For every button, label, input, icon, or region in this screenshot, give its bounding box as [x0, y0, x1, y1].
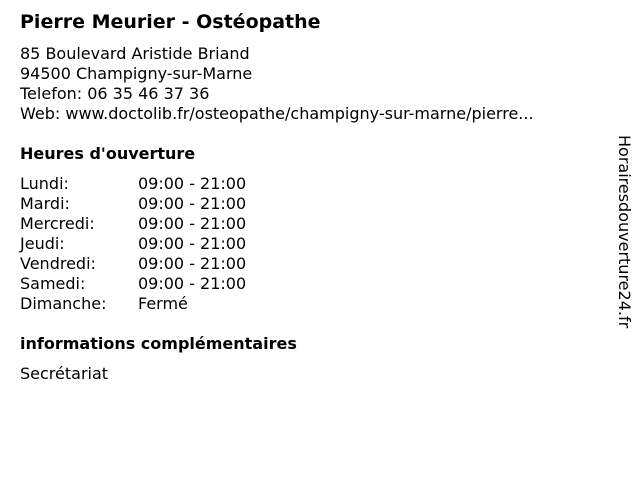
day-label: Mardi:: [20, 194, 70, 213]
hours-heading: Heures d'ouverture: [20, 144, 196, 163]
address-street: 85 Boulevard Aristide Briand: [20, 44, 250, 63]
day-label: Lundi:: [20, 174, 69, 193]
extra-info-text: Secrétariat: [20, 364, 109, 383]
day-hours: 09:00 - 21:00: [138, 194, 247, 213]
day-hours: 09:00 - 21:00: [138, 254, 247, 273]
hours-row: [20, 174, 246, 194]
hours-row: [20, 214, 246, 234]
hours-row: [20, 254, 246, 274]
day-label: Mercredi:: [20, 214, 95, 233]
day-hours: 09:00 - 21:00: [138, 174, 247, 193]
hours-row: [20, 194, 246, 214]
hours-row: [20, 274, 246, 294]
day-hours: 09:00 - 21:00: [138, 214, 247, 233]
day-label: Samedi:: [20, 274, 86, 293]
day-hours: 09:00 - 21:00: [138, 274, 247, 293]
extra-info-heading: informations complémentaires: [20, 334, 297, 353]
day-label: Jeudi:: [20, 234, 65, 253]
hours-row: [20, 234, 246, 254]
page-title: Pierre Meurier - Ostéopathe: [20, 11, 321, 33]
website-link[interactable]: Web: www.doctolib.fr/osteopathe/champigny-sur-marne/pierre...: [20, 104, 534, 123]
day-label: Vendredi:: [20, 254, 96, 273]
hours-row: [20, 294, 246, 314]
day-label: Dimanche:: [20, 294, 107, 313]
day-hours: 09:00 - 21:00: [138, 234, 247, 253]
phone-number: Telefon: 06 35 46 37 36: [20, 84, 210, 103]
day-hours: Fermé: [138, 294, 188, 313]
address-city: 94500 Champigny-sur-Marne: [20, 64, 253, 83]
contact-block: [20, 44, 534, 124]
hours-table: [20, 174, 246, 314]
brand-text: Horairesdouverture24.fr: [615, 135, 634, 329]
brand-watermark: [612, 135, 636, 345]
